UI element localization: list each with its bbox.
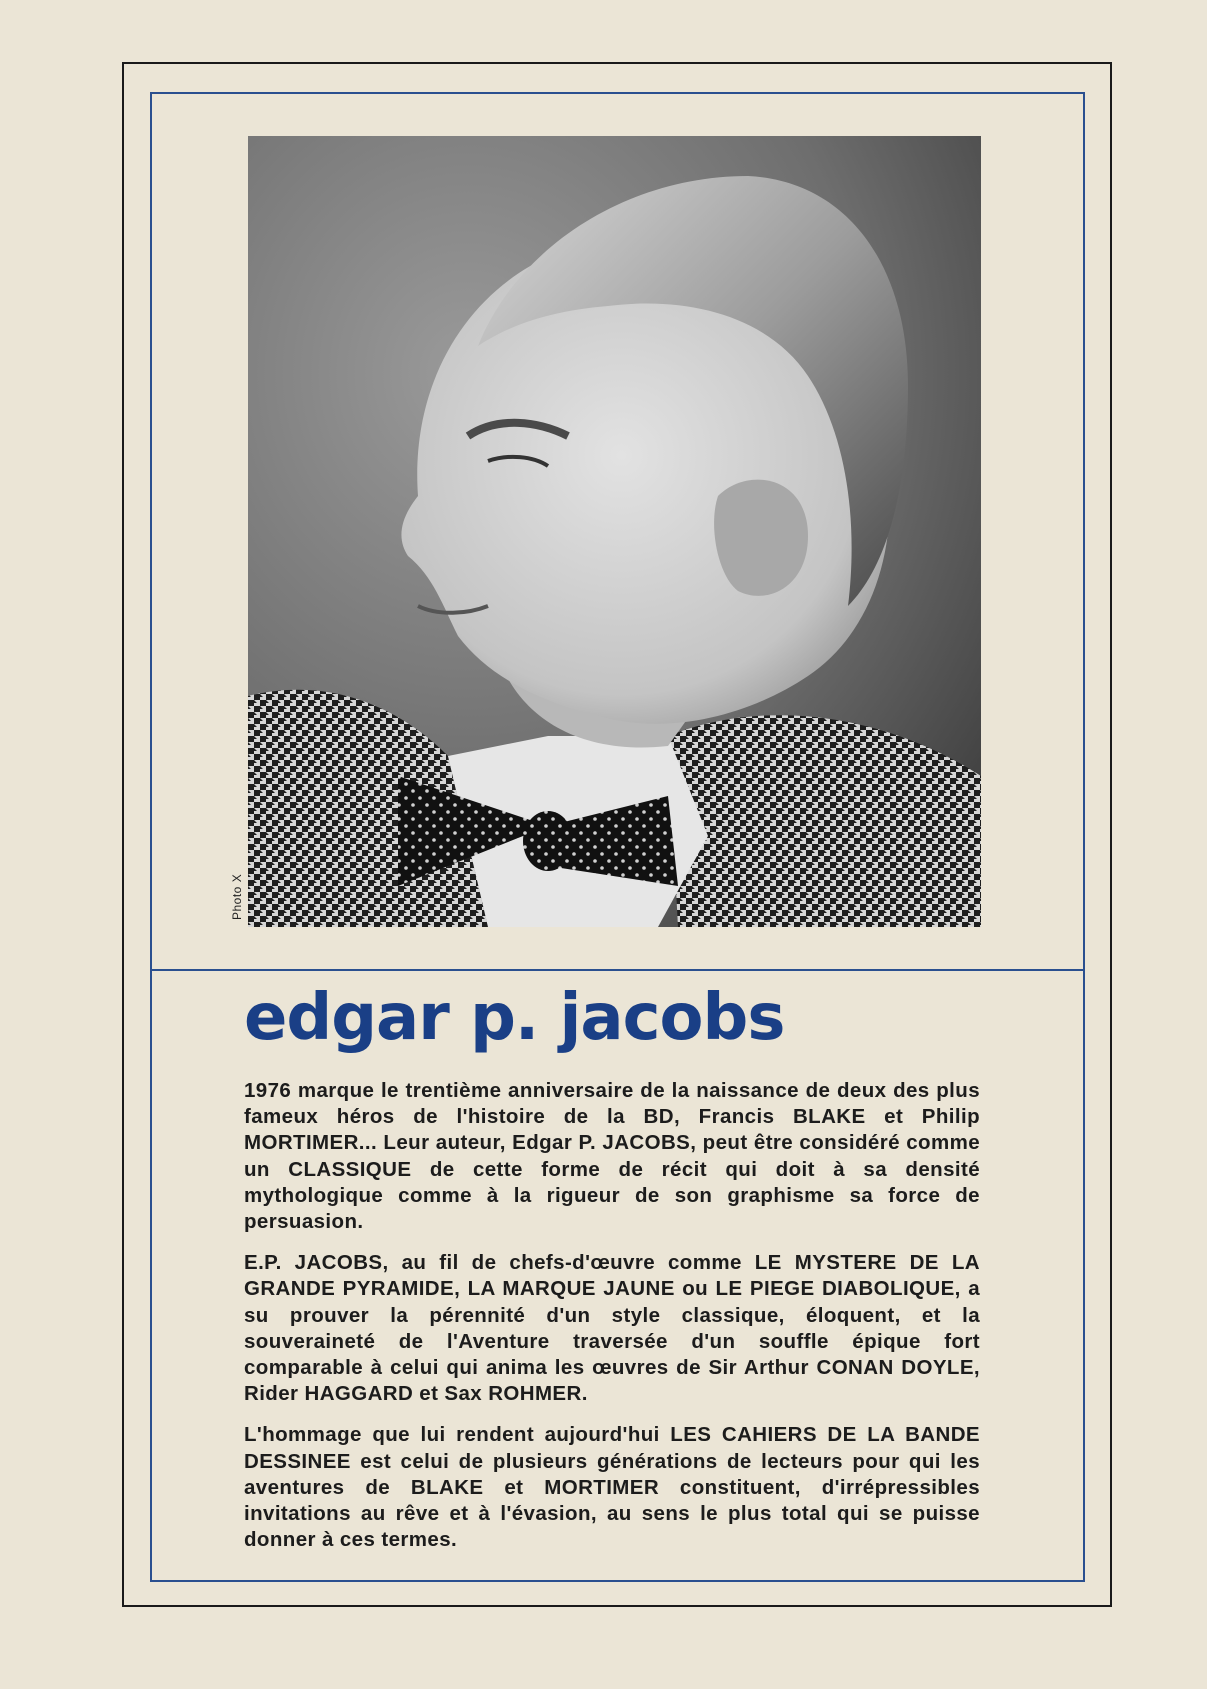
article-body [244, 1078, 980, 1568]
article-paragraph: L'hommage que lui rendent aujourd'hui LES CAHIERS DE LA BANDE DESSINEE est celui de plusieurs générations de lecteurs pour qui les aventures de BLAKE et MORTIMER constituent, d'irrépressibles invitations au rêve et à l'évasion, au sens le plus total qui se puisse donner à ces termes. [244, 1423, 980, 1552]
portrait-photo [248, 136, 981, 927]
photo-credit: Photo X [230, 873, 244, 920]
article-paragraph: 1976 marque le trentième anniversaire de la naissance de deux des plus fameux héros de l'histoire de la BD, Francis BLAKE et Philip MORTIMER... Leur auteur, Edgar P. JACOBS, peut être considéré comme un CLASSIQUE de cette forme de récit qui doit à sa densité mythologique comme à la rigueur de son graphisme sa force de persuasion. [244, 1079, 980, 1234]
article-title: edgar p. jacobs [244, 981, 785, 1055]
section-divider [150, 969, 1085, 971]
article-paragraph: E.P. JACOBS, au fil de chefs-d'œuvre comme LE MYSTERE DE LA GRANDE PYRAMIDE, LA MARQUE JAUNE ou LE PIEGE DIABOLIQUE, a su prouver la pérennité d'un style classique, éloquent, et la souveraineté de l'Aventure traversée d'un souffle épique fort comparable à celui qui anima les œuvres de Sir Arthur CONAN DOYLE, Rider HAGGARD et Sax ROHMER. [244, 1251, 980, 1406]
